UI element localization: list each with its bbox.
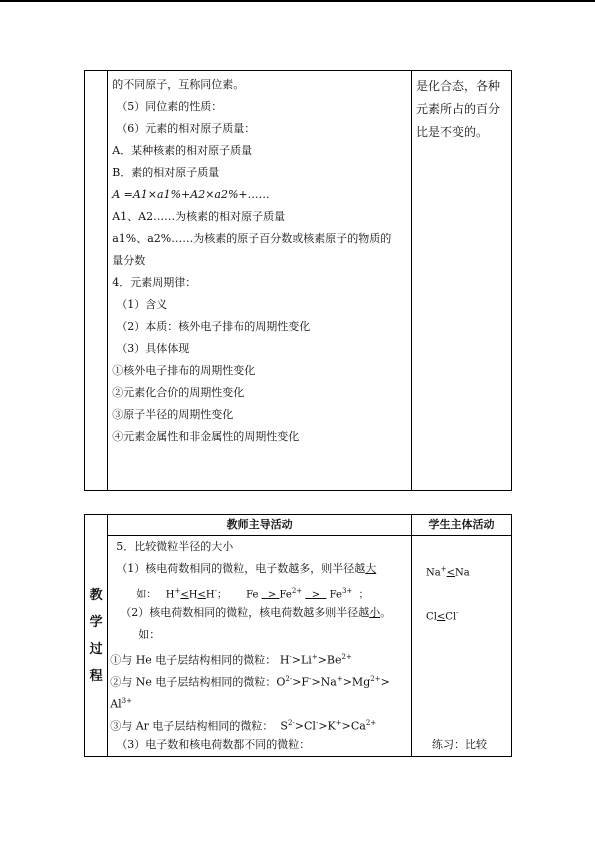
text-line: ④元素金属性和非金属性的周期性变化	[112, 430, 300, 443]
text-line: 5．比较微粒半径的大小	[116, 540, 234, 553]
text-line: 的不同原子，互称同位素。	[112, 78, 245, 91]
teacher-content	[108, 71, 412, 491]
text-line: （3）电子数和核电荷数都不同的微粒：	[116, 738, 311, 751]
formula-line: A =A1×a1%+A2×a2%+……	[112, 188, 270, 201]
top-rule	[0, 0, 595, 2]
text-line: （1）核电荷数相同的微粒，电子数越多，则半径越大	[116, 562, 377, 575]
side-char: 程	[89, 668, 103, 684]
text-line: （5）同位素的性质：	[116, 100, 223, 113]
text-line: ③与 Ar 电子层结构相同的微粒： $S^{2-}>Cl^->K^+>Ca^{2+}$	[110, 719, 377, 733]
note-line: 元素所占的百分	[416, 102, 501, 116]
text-line: B．素的相对原子质量	[112, 166, 220, 179]
student-content	[412, 536, 512, 757]
content-table-1	[84, 70, 512, 491]
text-line: A．某种核素的相对原子质量	[112, 144, 253, 157]
header-teacher: 教师主导活动	[108, 515, 412, 536]
text-line: 4．元素周期律：	[112, 276, 197, 289]
text-line: a1%、a2%……为核素的原子百分数或核素原子的物质的	[112, 232, 392, 245]
text-line: ②元素化合价的周期性变化	[112, 386, 245, 399]
note-line: 练习：比较	[432, 738, 488, 751]
text-line: （1）含义	[116, 298, 168, 311]
student-content	[412, 71, 512, 491]
side-cell	[85, 71, 108, 491]
side-char: 教	[89, 587, 103, 603]
text-line: A1、A2……为核素的相对原子质量	[112, 210, 286, 223]
note-line: 是化合态，各种	[416, 79, 501, 93]
text-line: ②与 Ne 电子层结构相同的微粒：$O^{2-}>F^->Na^+>Mg^{2+}>$	[110, 675, 390, 689]
text-line: （3）具体体现	[116, 342, 190, 355]
side-char: 学	[89, 614, 103, 630]
text-line: 如：	[138, 628, 161, 641]
side-char: 过	[89, 641, 103, 657]
text-line: $Al^{3+}$	[110, 697, 132, 711]
content-table-2	[84, 514, 512, 757]
text-line: ③原子半径的周期性变化	[112, 408, 234, 421]
side-label	[85, 515, 108, 757]
text-line: ①与 He 电子层结构相同的微粒： $H^->Li^+>Be^{2+}$	[110, 653, 352, 667]
text-line: （2）核电荷数相同的微粒，核电荷数越多则半径越小。	[120, 606, 392, 619]
note-line: Na+<Na	[426, 565, 470, 579]
teacher-content	[108, 536, 412, 757]
text-line: （2）本质：核外电子排布的周期性变化	[116, 320, 311, 333]
example-line: 如： H+<H<H-； Fe > $Fe^{2+}$ > $Fe^{3+}$ ；	[136, 587, 369, 601]
text-line: 量分数	[112, 254, 146, 267]
note-line: 比是不变的。	[416, 125, 489, 139]
text-line: （6）元素的相对原子质量：	[116, 122, 256, 135]
header-student: 学生主体活动	[412, 515, 512, 536]
note-line: Cl<Cl-	[426, 609, 459, 623]
text-line: ①核外电子排布的周期性变化	[112, 364, 256, 377]
